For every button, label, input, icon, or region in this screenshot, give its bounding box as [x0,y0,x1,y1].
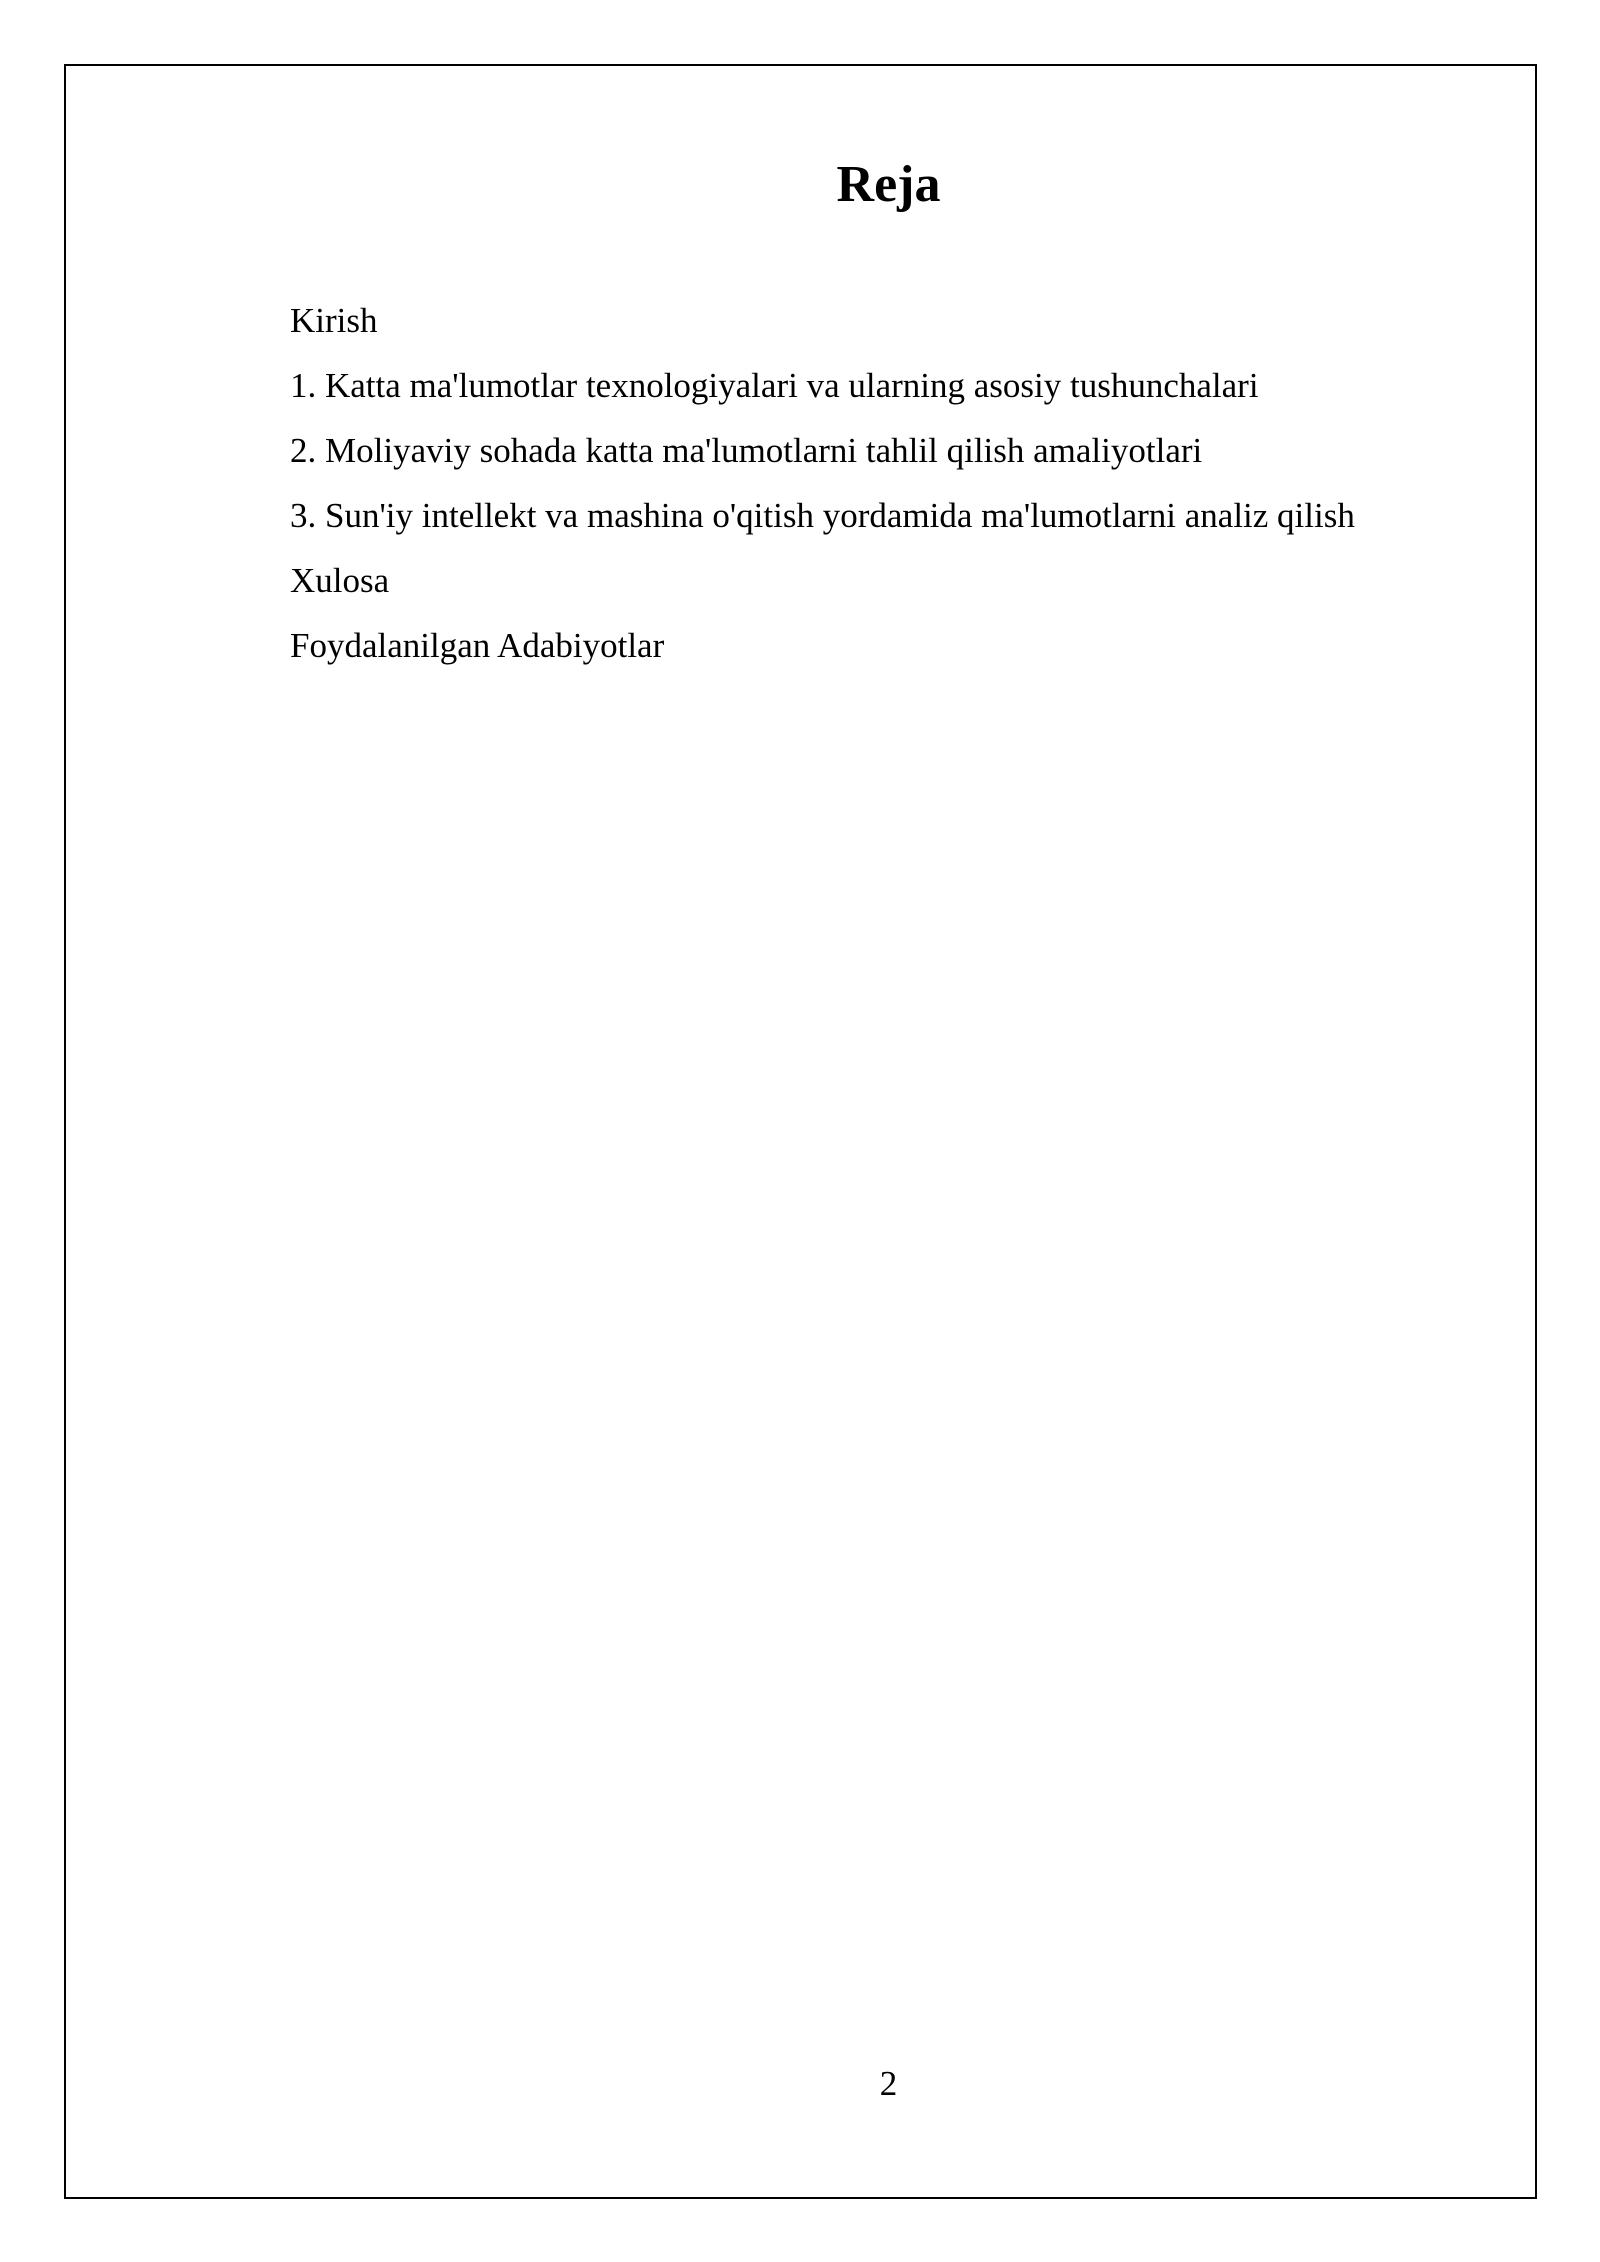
page-title: Reja [836,156,941,213]
plan-item-chapter-2: 2. Moliyaviy sohada katta ma'lumotlarni tahlil qilish amaliyotlari [290,431,1203,470]
plan-item-introduction: Kirish [290,301,378,340]
plan-item-references: Foydalanilgan Adabiyotlar [290,626,665,665]
plan-list [290,288,1490,678]
page-number: 2 [879,2064,898,2103]
plan-item-conclusion: Xulosa [290,561,390,600]
plan-item-chapter-3: 3. Sun'iy intellekt va mashina o'qitish yordamida ma'lumotlarni analiz qilish [290,496,1355,535]
plan-item-chapter-1: 1. Katta ma'lumotlar texnologiyalari va ularning asosiy tushunchalari [290,366,1259,405]
